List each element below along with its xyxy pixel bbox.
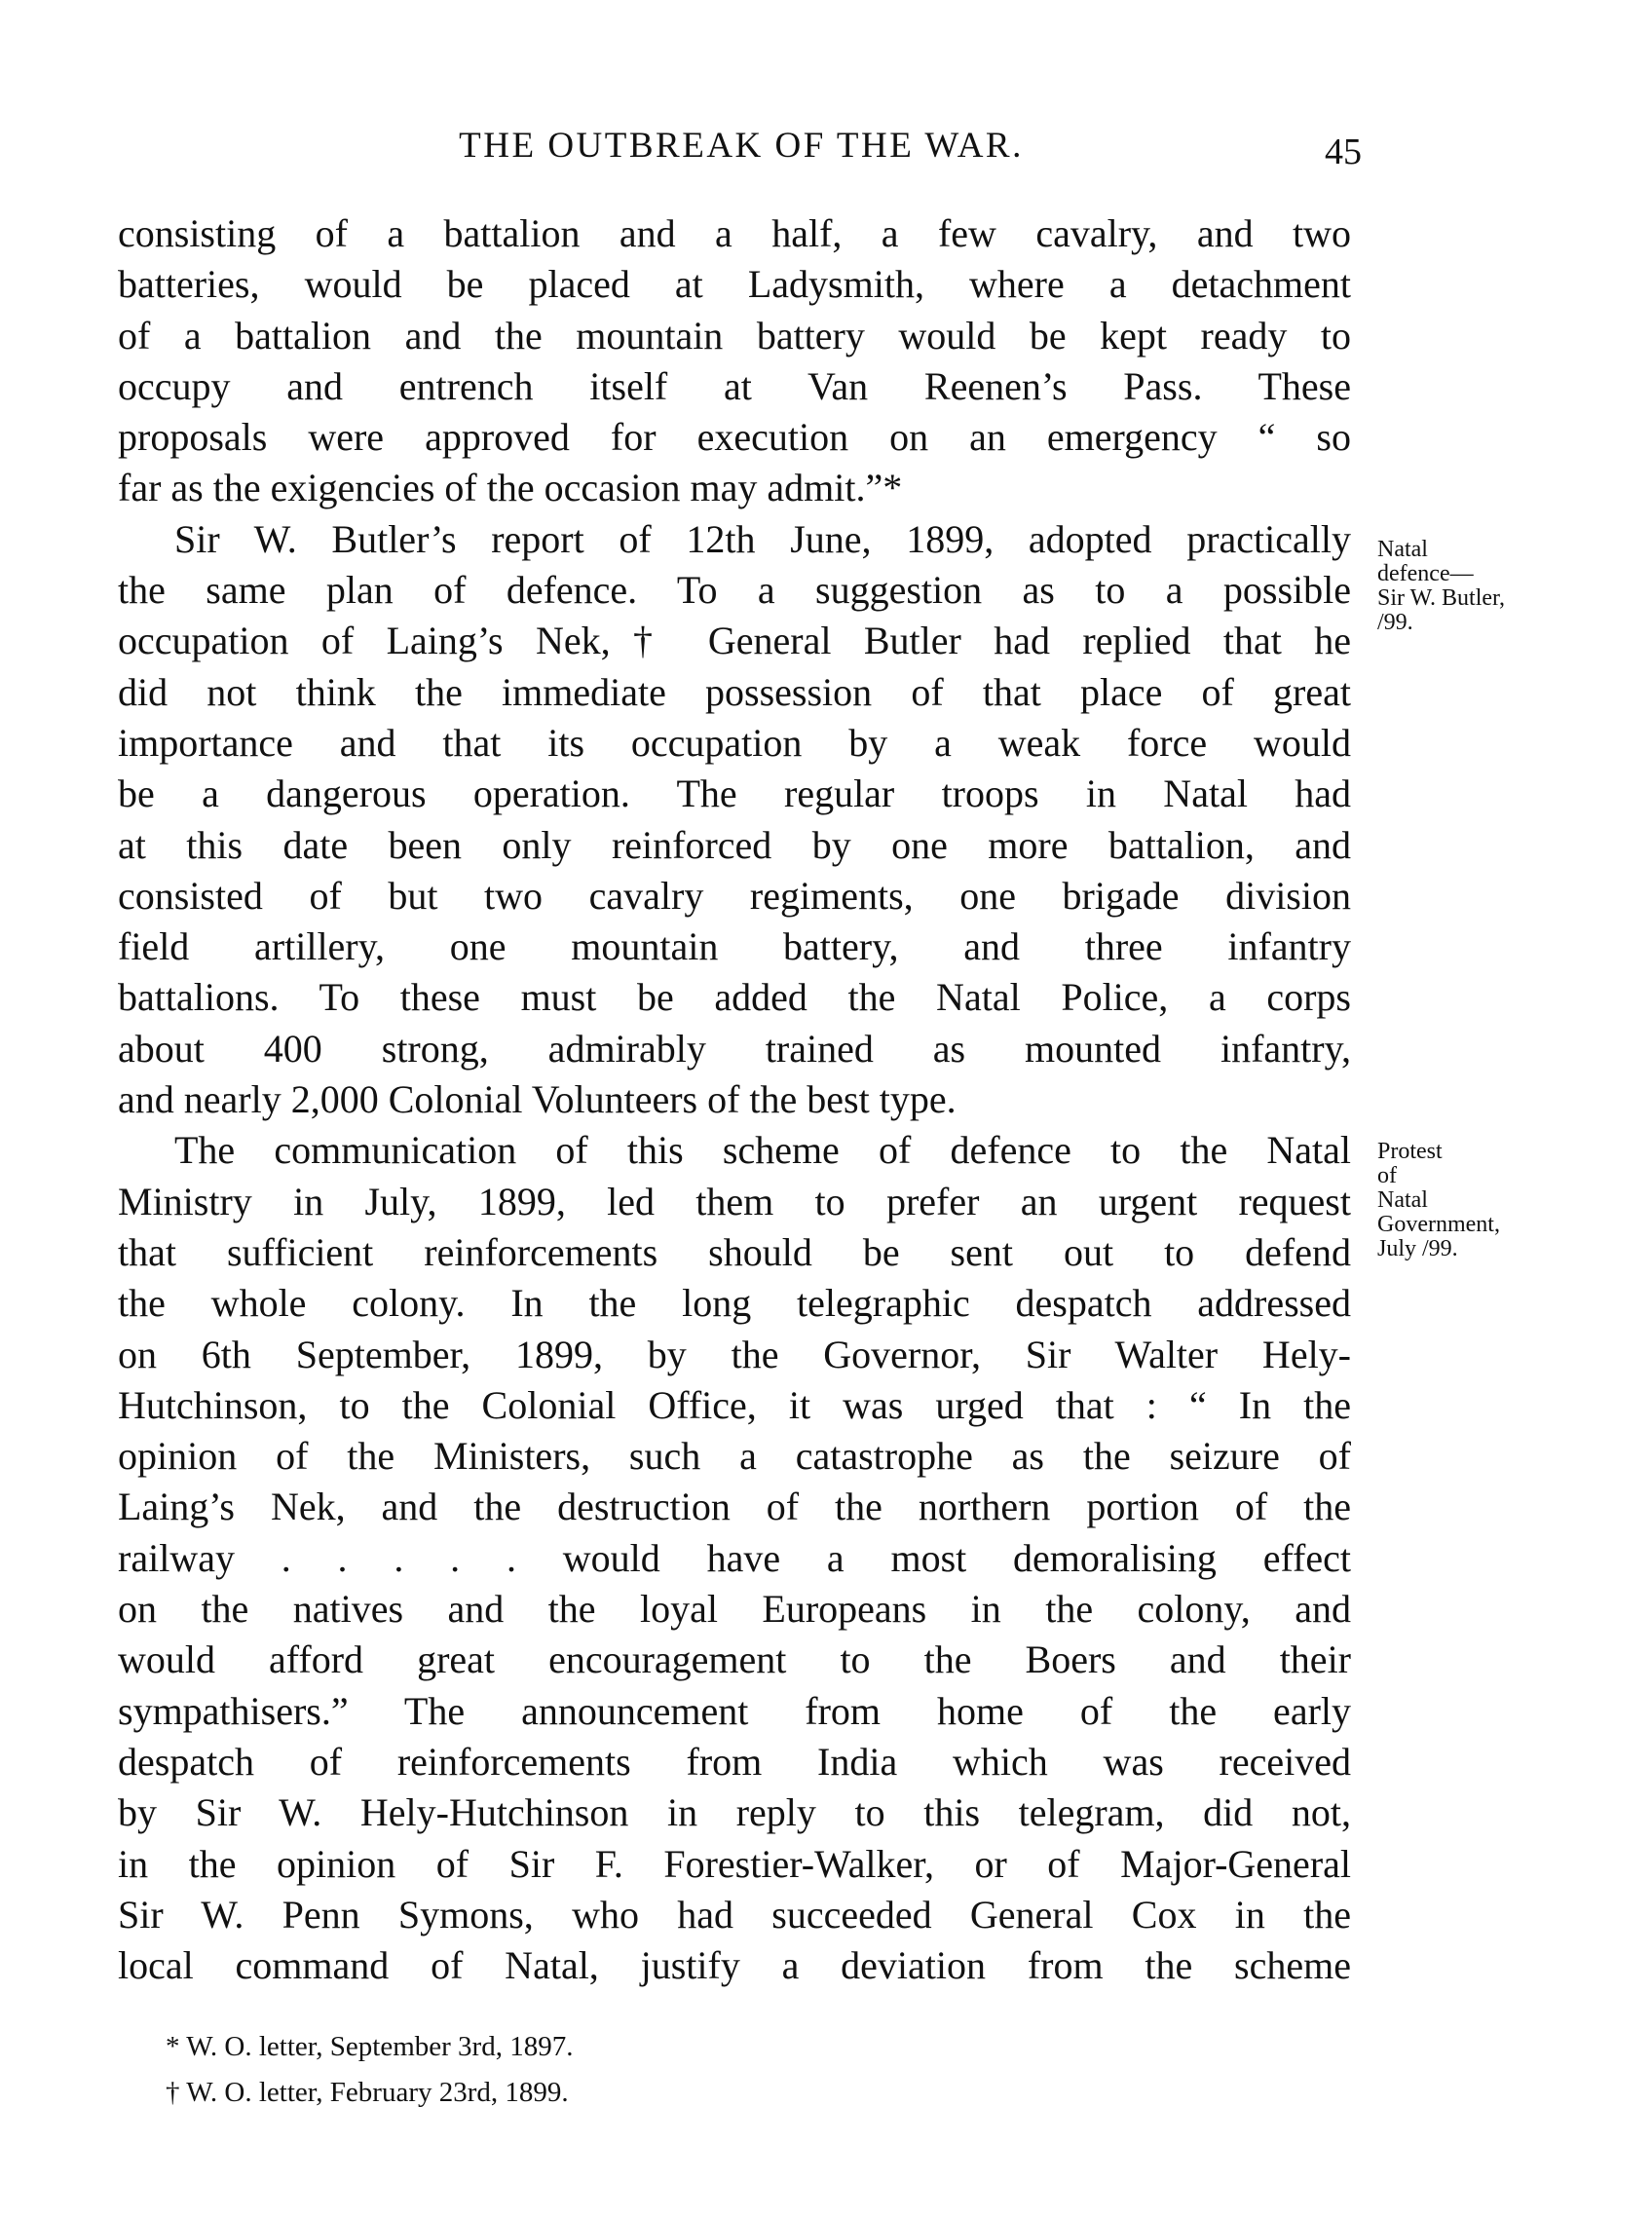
- margin-note-line: Government,: [1377, 1212, 1500, 1237]
- text-line: on the natives and the loyal Europeans in the colony, and: [118, 1587, 1351, 1632]
- body-text: [118, 208, 1351, 1991]
- text-line: at this date been only reinforced by one more battalion, and: [118, 822, 1351, 867]
- text-line: about 400 strong, admirably trained as mounted infantry,: [118, 1026, 1351, 1071]
- text-line: and nearly 2,000 Colonial Volunteers of the best type.: [118, 1077, 957, 1122]
- text-line: far as the exigencies of the occasion may admit.”*: [118, 466, 903, 510]
- margin-note-line: defence—: [1377, 561, 1474, 586]
- text-line: the whole colony. In the long telegraphic despatch addressed: [118, 1281, 1351, 1326]
- margin-note-line: Natal: [1377, 537, 1428, 562]
- text-line: Sir W. Butler’s report of 12th June, 1899, adopted practically: [174, 516, 1351, 561]
- margin-note-line: July /99.: [1377, 1236, 1458, 1261]
- text-line: did not think the immediate possession of that place of great: [118, 669, 1351, 714]
- text-line: in the opinion of Sir F. Forestier-Walker, or of Major-General: [118, 1841, 1351, 1886]
- text-line: that sufficient reinforcements should be sent out to defend: [118, 1229, 1351, 1274]
- text-line: of a battalion and the mountain battery would be kept ready to: [118, 313, 1351, 357]
- margin-note-protest: [1377, 1140, 1500, 1261]
- text-line: railway . . . . . would have a most demoralising effect: [118, 1535, 1351, 1580]
- text-line: field artillery, one mountain battery, and three infantry: [118, 924, 1351, 969]
- text-line: Laing’s Nek, and the destruction of the northern portion of the: [118, 1485, 1351, 1529]
- text-line: the same plan of defence. To a suggestion as to a possible: [118, 568, 1351, 613]
- page-number: 45: [1325, 132, 1362, 172]
- text-line: by Sir W. Hely-Hutchinson in reply to this telegram, did not,: [118, 1790, 1351, 1835]
- text-line: be a dangerous operation. The regular troops in Natal had: [118, 771, 1351, 816]
- footnote-2: † W. O. letter, February 23rd, 1899.: [166, 2077, 569, 2108]
- footnote-1: * W. O. letter, September 3rd, 1897.: [166, 2031, 574, 2062]
- text-line: batteries, would be placed at Ladysmith, where a detachment: [118, 262, 1351, 307]
- text-line: on 6th September, 1899, by the Governor, Sir Walter Hely-: [118, 1332, 1351, 1376]
- text-line: Ministry in July, 1899, led them to prefer an urgent request: [118, 1179, 1351, 1223]
- margin-note-line: Sir W. Butler,: [1377, 585, 1506, 611]
- margin-note-line: of: [1377, 1163, 1397, 1188]
- text-line: The communication of this scheme of defence to the Natal: [174, 1128, 1351, 1173]
- text-line: occupation of Laing’s Nek,† General Butler had replied that he: [118, 619, 1351, 663]
- running-title: THE OUTBREAK OF THE WAR.: [459, 126, 1024, 166]
- text-line: importance and that its occupation by a weak force would: [118, 720, 1351, 765]
- margin-note-line: /99.: [1377, 610, 1413, 635]
- text-line: Hutchinson, to the Colonial Office, it was urged that : “ In the: [118, 1382, 1351, 1427]
- text-line: would afford great encouragement to the Boers and their: [118, 1637, 1351, 1682]
- text-line: sympathisers.” The announcement from home of the early: [118, 1688, 1351, 1733]
- text-line: opinion of the Ministers, such a catastrophe as the seizure of: [118, 1434, 1351, 1479]
- text-line: consisting of a battalion and a half, a few cavalry, and two: [118, 211, 1351, 255]
- text-line: consisted of but two cavalry regiments, one brigade division: [118, 873, 1351, 918]
- text-line: occupy and entrench itself at Van Reenen’s Pass. These: [118, 363, 1351, 408]
- margin-note-line: Protest: [1377, 1139, 1443, 1164]
- text-line: Sir W. Penn Symons, who had succeeded General Cox in the: [118, 1892, 1351, 1937]
- margin-note-line: Natal: [1377, 1187, 1428, 1213]
- text-line: despatch of reinforcements from India which was received: [118, 1739, 1351, 1784]
- text-line: battalions. To these must be added the Natal Police, a corps: [118, 975, 1351, 1020]
- text-line: proposals were approved for execution on an emergency “ so: [118, 415, 1351, 460]
- text-line: local command of Natal, justify a deviation from the scheme: [118, 1943, 1351, 1988]
- margin-note-natal-defence: [1377, 538, 1505, 635]
